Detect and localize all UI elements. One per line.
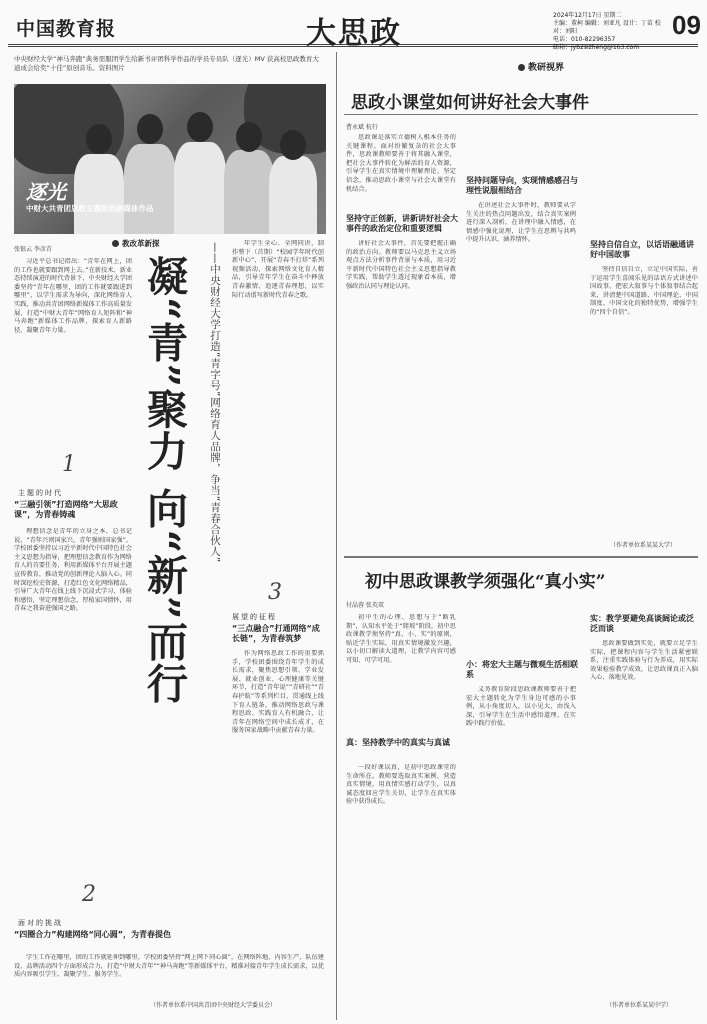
- article1-title-rule: [344, 114, 698, 115]
- photo-title: 逐光: [26, 180, 66, 204]
- article2-body-1: 一段好课以真，是初中思政课堂的生命所在。教师要选取真实案例、营造真实情境，用真情实感打动学生，以真诚态度回应学生关切，让学生在真实体验中获得成长。: [346, 764, 456, 806]
- left-byline: 张银云 李彦青: [14, 246, 52, 253]
- left-intro-text: 习近平总书记指出：“青年在网上，团的工作也就要跟到网上去。”在新技术、新业态持续演进的时代背景下，中央财经大学团委坚持“青年在哪里，团的工作就要跟进到哪里”，以学生需求为导向，深化网络育人实践，推动共青团网络新媒体工作高质量发展，打造“中财大青年”网络育人矩阵和“神马奔跑”新媒体工作品牌，探索育人新路径，凝聚青年力量。: [14, 258, 132, 334]
- masthead-meta: [553, 12, 663, 52]
- date-line: 2024年12月17日 星期二: [553, 12, 622, 19]
- article1-body-2: 在讲述社会大事件时，教师要从学生关注的热点问题出发，结合真实案例进行深入剖析，在讲理中融入情感，在情感中强化说理，让学生在思辨与共鸣中提升认识、涵养情怀。: [466, 202, 576, 244]
- section-kicker-2: 面对的挑战: [18, 919, 63, 927]
- article1-title: 思政小课堂如何讲好社会大事件: [351, 93, 589, 113]
- article1-body-3: 坚持自信自立，立足中国实际，善于运用学生喜闻乐见的话语方式讲述中国故事，把宏大叙事与个体叙事结合起来，讲清楚中国道路、中国理论、中国制度、中国文化的独特优势，增强学生的“四个自信”。: [590, 266, 698, 316]
- section-body-1: 理想信念是青年的立身之本，总书记说，“青年兴则国家兴，青年强则国家强”。学校团委坚持以习近平新时代中国特色社会主义思想为指导，把理想信念教育作为网络育人的首要任务，利用新媒体平台开展主题宣传教育，推动党的创新理论入脑入心。同时深挖校史资源，打造红色文化网络精品，引导广大青年在线上线下沉浸式学习、体验和感悟，坚定理想信念，厚植家国情怀，用青春之我奋进强国之路。: [14, 528, 132, 613]
- article2-body-3: 思政课要做到实处，就要立足学生实际，把课程内容与学生生活紧密联系，注重实践体验与行为养成，用实际效果检验教学成效，让思政课真正入脑入心、落地见效。: [590, 640, 698, 682]
- section-title-2: “四圈合力”构建网络“同心圆”，为青春提色: [14, 930, 172, 939]
- section-kicker-1: 主题的时代: [18, 489, 63, 497]
- main-headline: 凝“青”聚力 向“新”而行: [140, 255, 188, 705]
- article2-subhead-1: 真：坚持教学中的真实与真诚: [346, 738, 450, 747]
- section-body-2: 学生工作在哪里，团的工作就延伸到哪里。学校团委坚持“网上网下同心圆”，在网络阵地、内容生产、队伍建设、品牌活动四个方面形成合力，打造“中财大青年”“神马奔跑”等新媒体平台，精准对接青年学生成长需求，以优质内容吸引学生、凝聚学生、服务学生。: [14, 954, 324, 979]
- article2-subhead-3: 实：教学要避免高谈阔论或泛泛而谈: [590, 614, 694, 633]
- article1-intro: 思政课是落实立德树人根本任务的关键课程。面对纷繁复杂的社会大事件，思政课教师要善于将其融入课堂，把社会大事件转化为鲜活的育人资源，引导学生在真实情境中理解理论、坚定信念，推动思政小课堂与社会大课堂有机结合。: [346, 134, 456, 193]
- middle-signature: （作者单位系中国共青团中央财经大学委员会）: [150, 1002, 277, 1009]
- article1-subhead-3: 坚持自信自立，以话语融通讲好中国故事: [590, 240, 694, 259]
- bullet-icon: [518, 64, 525, 71]
- editors-line: 主编：董柯 编辑：刘亚凡 设计：丁苗 校对：刘阳: [553, 20, 661, 35]
- article2-byline: 付晶蓉 张英双: [346, 602, 384, 609]
- newspaper-logo: 中国教育报: [16, 18, 117, 40]
- middle-intro-text: 年学生全心、全网同讲，制作整下（首期）“校园学年时代创新中心”，开展“青春不打烊”系列视频活动，探索网络文化育人精品，引导青年学生在奋斗中释放青春激情、追逐青春理想，以实际行动谱写新时代青春之歌。: [232, 240, 324, 299]
- section-number-3: 3: [268, 580, 282, 605]
- section-title-3: “三点融合”打通网络“成长链”，为青春筑梦: [232, 624, 320, 643]
- article-separator: [344, 556, 698, 558]
- section-title: 大思政: [306, 16, 402, 51]
- section-title-1: “三融引领”打造网络“大思政课”，为青春铸魂: [14, 500, 118, 519]
- photo-caption: 中财大共青团思政主题原创新媒体作品: [26, 204, 154, 213]
- article2-signature: （作者单位系某某中学）: [606, 1002, 673, 1009]
- article1-signature: （作者单位系某某大学）: [610, 542, 677, 549]
- article2-intro: 初中生的心理、思想与于“断乳期”，认知水平处于“爬坡”阶段，初中思政课教学须坚持“真、小、实”的原则，贴近学生实际，用真实情境激发兴趣，以小切口解读大道理，让教学内容可感可知、可学可用。: [346, 614, 456, 664]
- masthead: [8, 4, 701, 51]
- article1-subhead-2: 坚持问题导向，实现情感感召与理性说服相结合: [466, 176, 578, 195]
- article2-body-2: 义务教育阶段思政课教师要善于把宏大主题转化为学生身边可感的小事例，从小角度切入，以小见大、由浅入深，引导学生在生活中感悟道理、在实践中践行价值。: [466, 686, 576, 728]
- email-line: 邮箱：jyb2sizheng@163.com: [553, 44, 640, 51]
- phone-line: 电话：010-82296357: [553, 36, 616, 43]
- section-kicker-3: 展望的征程: [232, 613, 277, 621]
- column-divider: [336, 52, 337, 1020]
- column-tag-left: 教改革新探: [112, 238, 160, 249]
- article1-subhead-1: 坚持守正创新，讲新讲好社会大事件的政治定位和重要逻辑: [346, 214, 458, 233]
- column-tag-right: 教研视界: [518, 60, 564, 73]
- section-number-2: 2: [82, 882, 96, 907]
- article2-title: 初中思政课教学须强化“真小实”: [365, 572, 606, 592]
- section-body-3: 作为网络思政工作的重要抓手，学校团委围绕青年学生的成长需求，聚焦思想引领、学业发展、就业创业、心理健康等关键环节，打造“青年说”“青研社”“青春护航”等系列栏目，贯通线上线下育人链条，推动网络思政与课程思政、实践育人有机融合，让青年在网络空间中成长成才，在服务国家战略中贡献青春力量。: [232, 650, 324, 735]
- article1-body-1: 讲好社会大事件，首先要把握正确的政治方向。教师要以马克思主义立场观点方法分析事件背景与本质，用习近平新时代中国特色社会主义思想指导教学实践，帮助学生透过现象看本质，增强政治认同与理论认同。: [346, 240, 456, 290]
- headline-subtitle: ——中央财经大学打造“青字号”网络育人品牌，争当“青春合伙人”: [209, 242, 221, 563]
- bullet-icon: [112, 240, 119, 247]
- article2-subhead-2: 小：将宏大主题与微观生活相联系: [466, 660, 578, 679]
- photo-lead-caption: 中央财经大学“神马奔跑”典务需服团学生给新书评团科学作品的学员专员队（逐光）MV 获高校思政教育大道成会给奖“十佳”原创音乐。资料图片: [14, 55, 319, 72]
- article1-byline: 曹永斌 杭行: [346, 124, 378, 131]
- feature-photo: [14, 84, 326, 234]
- section-number-1: 1: [62, 452, 76, 477]
- page-number: 09: [672, 10, 701, 40]
